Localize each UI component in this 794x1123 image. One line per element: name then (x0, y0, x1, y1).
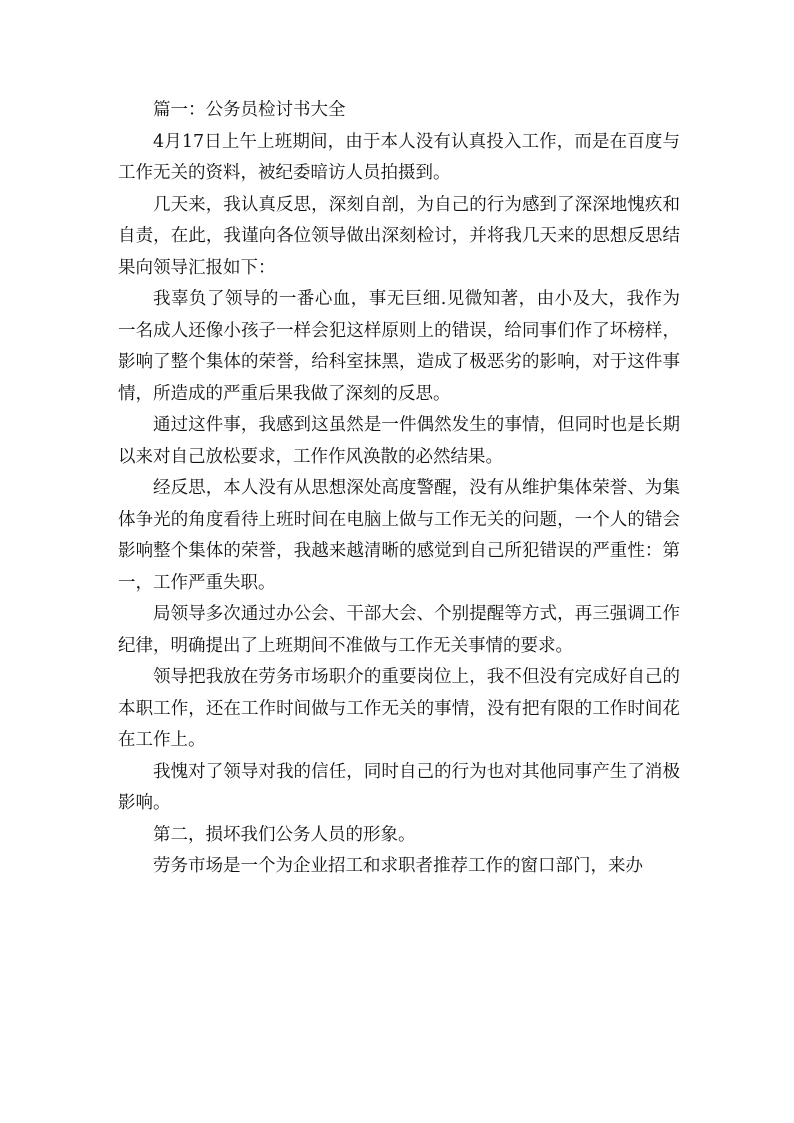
paragraph: 局领导多次通过办公会、干部大会、个别提醒等方式，再三强调工作纪律，明确提出了上班期间不准做与工作无关事情的要求。 (118, 604, 680, 656)
document-title: 篇一：公务员检讨书大全 (153, 100, 346, 120)
paragraph: 4月17日上午上班期间，由于本人没有认真投入工作，而是在百度与工作无关的资料，被纪委暗访人员拍摄到。 (118, 131, 680, 183)
paragraph: 我辜负了领导的一番心血，事无巨细.见微知著，由小及大，我作为一名成人还像小孩子一样会犯这样原则上的错误，给同事们作了坏榜样，影响了整个集体的荣誉，给科室抹黑，造成了极恶劣的影响，对于这件事情，所造成的严重后果我做了深刻的反思。 (118, 289, 680, 404)
paragraph: 第二，损坏我们公务人员的形象。 (153, 824, 416, 845)
paragraph: 几天来，我认真反思，深刻自剖，为自己的行为感到了深深地愧疚和自责，在此，我谨向各位领导做出深刻检讨，并将我几天来的思想反思结果向领导汇报如下： (118, 194, 680, 278)
paragraph: 领导把我放在劳务市场职介的重要岗位上，我不但没有完成好自己的本职工作，还在工作时间做与工作无关的事情，没有把有限的工作时间花在工作上。 (118, 667, 680, 750)
paragraph: 经反思，本人没有从思想深处高度警醒，没有从维护集体荣誉、为集体争光的角度看待上班时间在电脑上做与工作无关的问题，一个人的错会影响整个集体的荣誉，我越来越清晰的感觉到自己所犯错误的严重性：第一，工作严重失职。 (118, 478, 680, 593)
paragraph: 通过这件事，我感到这虽然是一件偶然发生的事情，但同时也是长期以来对自己放松要求，工作作风涣散的必然结果。 (118, 415, 680, 467)
paragraph: 我愧对了领导对我的信任，同时自己的行为也对其他同事产生了消极影响。 (118, 761, 680, 813)
paragraph: 劳务市场是一个为企业招工和求职者推荐工作的窗口部门，来办 (153, 856, 643, 876)
document-body (118, 95, 680, 883)
